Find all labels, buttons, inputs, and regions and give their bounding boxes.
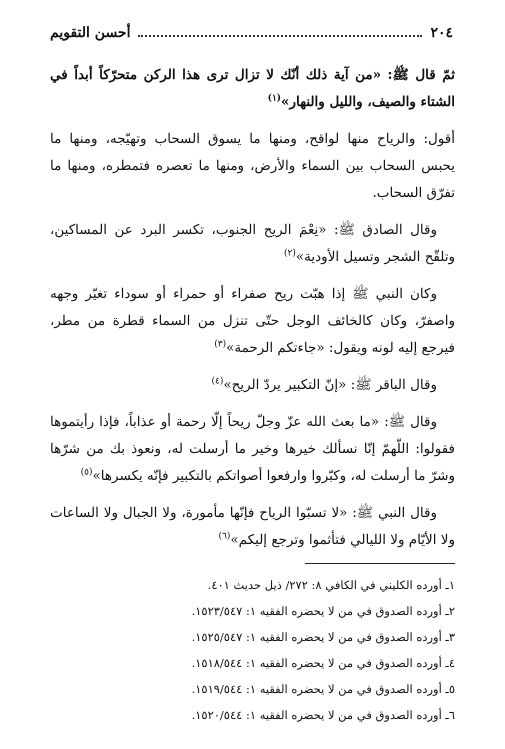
- paragraph-2: [50, 126, 455, 207]
- footnote-1: ١ـ أورده الكليني في الكافي ٨: ٢٧٢/ ذيل حديث ٤٠١.: [207, 578, 455, 592]
- footnote-5: ٥ـ أورده الصدوق في من لا يحضره الفقيه ١: ١٥١٩/٥٤٤.: [191, 682, 455, 696]
- footnote-marker: (٣): [214, 339, 227, 350]
- footnote-marker: (١): [267, 93, 282, 104]
- page-header: [50, 22, 453, 44]
- page-body: [50, 62, 455, 564]
- paragraph-7: [50, 500, 455, 554]
- paragraph-6: [50, 409, 455, 490]
- paragraph-4: [50, 281, 455, 362]
- footnote-marker: (٢): [284, 248, 296, 259]
- paragraph-text: وقال ﷺ: «ما بعث الله عزّ وجلّ ريحاً إلّا رحمة أو عذاباً، فإذا رأيتموها فقولوا: اللّهمّ إنّا نسألك خيرها وخير ما أرسلت له، ونعوذ بك من شرّها وشرّ ما أرسلت له، وكبّروا وارفعوا أصواتكم بالتكبير فإنّه يكسرها»: [50, 414, 455, 484]
- paragraph-1: [50, 62, 455, 116]
- paragraph-text: وقال الباقر ﷺ: «إنّ التكبير يردّ الريح»: [223, 377, 437, 393]
- paragraph-text: وقال الصادق ﷺ: «نِعْمَ الريح الجنوب، تكسر البرد عن المساكين، وتلقّح الشجر وتسيل الأودية»: [50, 222, 455, 265]
- footnotes: [50, 572, 455, 728]
- book-title: أحسن التقويم: [50, 25, 131, 41]
- footnote-separator: [305, 563, 455, 564]
- footnote-4: ٤ـ أورده الصدوق في من لا يحضره الفقيه ١: ١٥١٨/٥٤٤.: [191, 656, 455, 670]
- footnote-marker: (٤): [211, 376, 224, 387]
- paragraph-5: [50, 372, 455, 399]
- paragraph-text: ثمّ قال ﷺ: «من آية ذلك أنّك لا تزال ترى هذا الركن متحرّكاً أبداً في الشتاء والصيف، والليل والنهار»: [50, 67, 455, 110]
- footnote-2: ٢ـ أورده الصدوق في من لا يحضره الفقيه ١: ١٥٢٣/٥٤٧.: [191, 604, 455, 618]
- paragraph-3: [50, 217, 455, 271]
- footnote-6: ٦ـ أورده الصدوق في من لا يحضره الفقيه ١: ١٥٢٠/٥٤٤.: [191, 708, 455, 722]
- paragraph-text: وقال النبي ﷺ: «لا تسبّوا الرياح فإنّها مأمورة، ولا الجبال ولا الساعات ولا الأيّام ولا الليالي فتأثموا وترجع إليكم»: [50, 505, 455, 548]
- footnote-marker: (٥): [80, 467, 93, 478]
- paragraph-text: أقول: والرياح منها لواقح، ومنها ما يسوق السحاب وتهيّجه، ومنها ما يحبس السحاب بين السماء والأرض، ومنها ما تعصره فتمطره، ومنها ما تفرّق السحاب.: [50, 131, 455, 201]
- page-number: ٢٠٤: [430, 25, 453, 41]
- header-dotted-leader: [138, 35, 422, 37]
- footnote-marker: (٦): [218, 531, 231, 542]
- paragraph-text: وكان النبي ﷺ إذا هبّت ريح صفراء أو حمراء أو سوداء تغيّر وجهه واصفرّ، وكان كالخائف الوجل حتّى تنزل من السماء قطرة من مطر، فيرجع إليه لونه ويقول: «جاءتكم الرحمة»: [50, 286, 455, 356]
- footnote-3: ٣ـ أورده الصدوق في من لا يحضره الفقيه ١: ١٥٢٥/٥٤٧.: [191, 630, 455, 644]
